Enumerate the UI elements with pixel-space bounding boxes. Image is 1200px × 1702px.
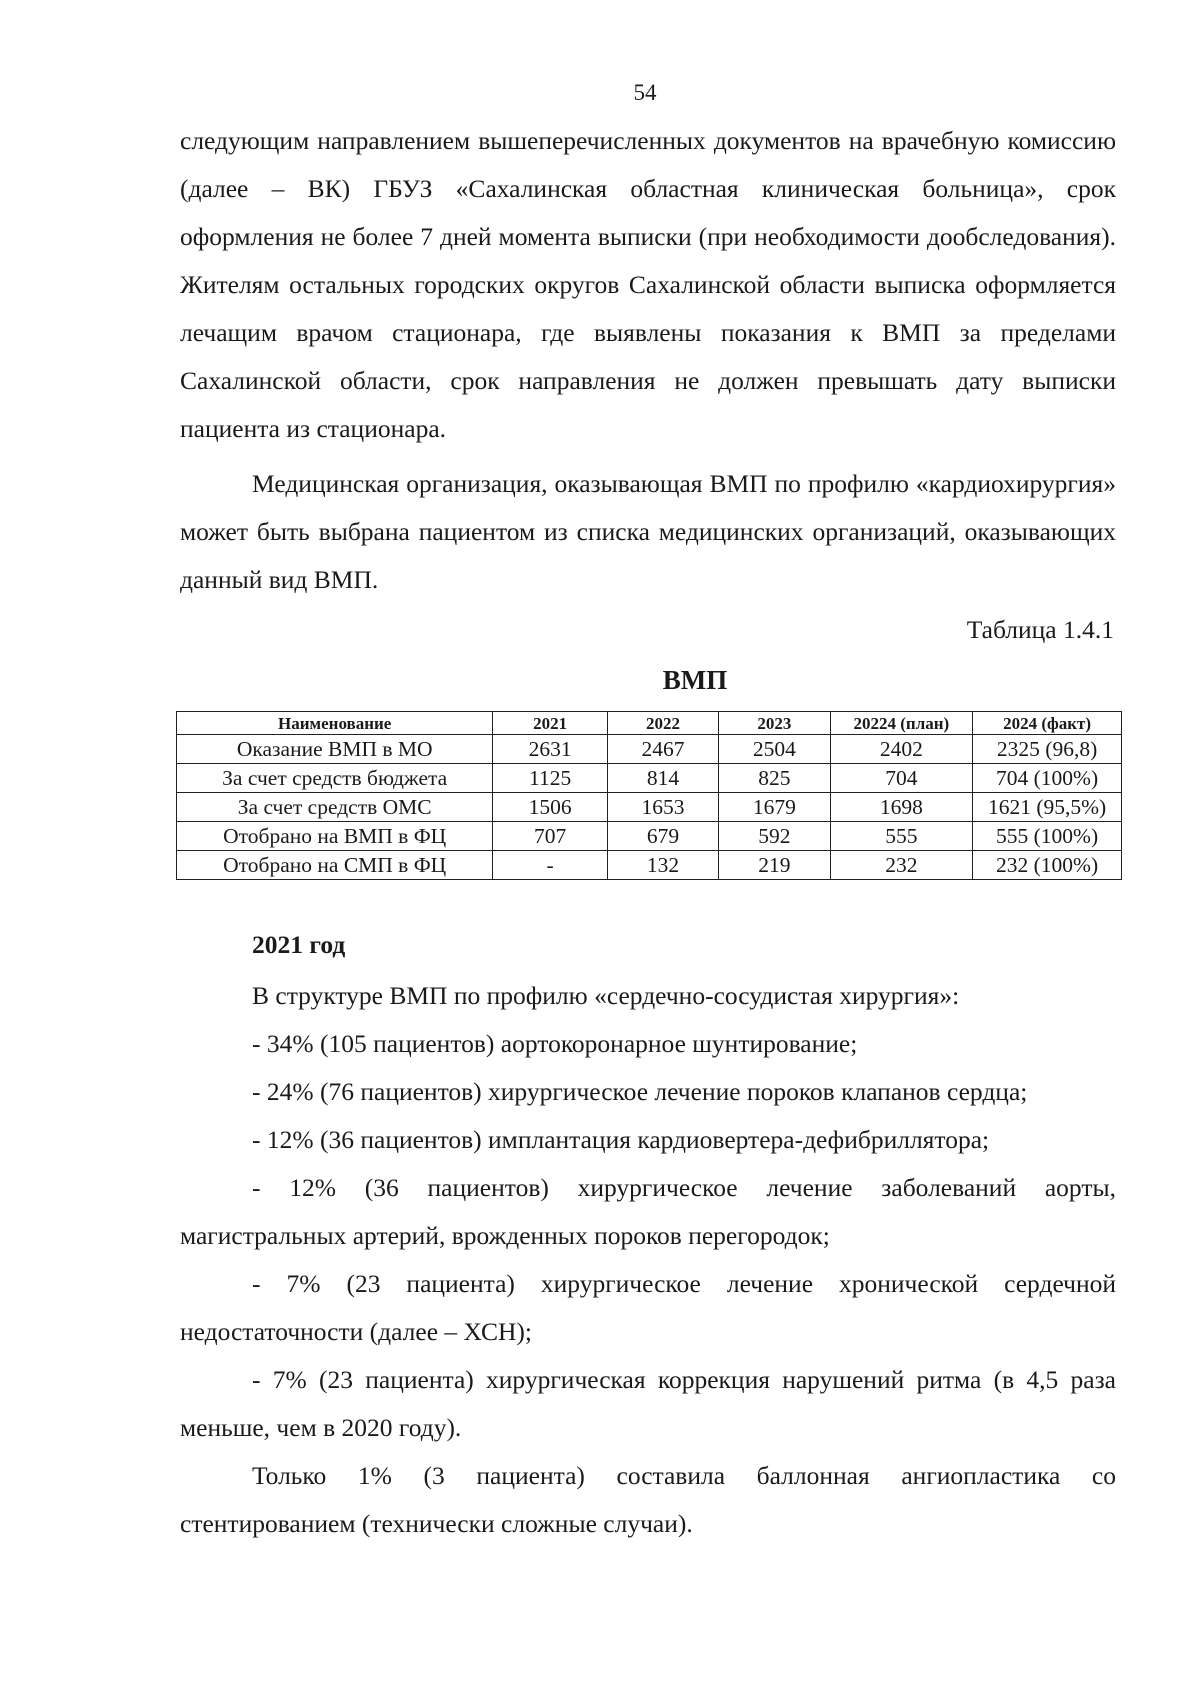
table-cell: 2402 [830,735,973,764]
table-cell: 2325 (96,8) [973,735,1122,764]
list-item: - 24% (76 пациентов) хирургическое лечение пороков клапанов сердца; [252,1077,1028,1106]
list-item: - 12% (36 пациентов) имплантация кардиовертера-дефибриллятора; [252,1125,990,1154]
table-cell: 2504 [719,735,830,764]
section-body [180,972,1116,1548]
body-paragraph-2: Медицинская организация, оказывающая ВМП по профилю «кардиохирургия» может быть выбрана пациентом из списка медицинских организаций, оказывающих данный вид ВМП. [180,469,1116,594]
table-cell: 555 [830,822,973,851]
table-cell: 555 (100%) [973,822,1122,851]
header-2021: 2021 [493,712,607,735]
table-cell: 707 [493,822,607,851]
list-item: - 7% (23 пациента) хирургическая коррекция нарушений ритма (в 4,5 раза меньше, чем в 2020 году). [180,1365,1116,1442]
table-cell: 1506 [493,793,607,822]
table-cell: 704 [830,764,973,793]
table-row [177,793,1122,822]
section-heading: 2021 год [252,930,346,959]
table-row [177,851,1122,880]
table-cell: 232 (100%) [973,851,1122,880]
body-paragraph-1: следующим направлением вышеперечисленных документов на врачебную комиссию (далее – ВК) ГБУЗ «Сахалинская областная клиническая больница», срок оформления не более 7 дней момента выписки (при необходимости дообследования). Жителям остальных городских округов Сахалинской области выписка оформляется лечащим врачом стационара, где выявлены показания к ВМП за пределами Сахалинской области, срок направления не должен превышать дату выписки пациента из стационара. [180,126,1116,443]
table-row [177,822,1122,851]
table-header-row [177,712,1122,735]
table-cell: За счет средств бюджета [177,764,493,793]
table-cell: 704 (100%) [973,764,1122,793]
page-number: 54 [633,80,657,105]
header-2022: 2022 [607,712,718,735]
header-name: Наименование [177,712,493,735]
table-cell: 679 [607,822,718,851]
table-cell: 1698 [830,793,973,822]
table-row [177,764,1122,793]
table-cell: 219 [719,851,830,880]
section-closing: Только 1% (3 пациента) составила баллонная ангиопластика со стентированием (технически сложные случаи). [180,1461,1116,1538]
table-cell: Отобрано на СМП в ФЦ [177,851,493,880]
list-item: - 7% (23 пациента) хирургическое лечение хронической сердечной недостаточности (далее – ХСН); [180,1269,1116,1346]
table-cell: Отобрано на ВМП в ФЦ [177,822,493,851]
table-cell: 232 [830,851,973,880]
table-cell: 2467 [607,735,718,764]
table-cell: 1653 [607,793,718,822]
table-cell: 2631 [493,735,607,764]
table-title: ВМП [662,665,728,695]
table-cell: За счет средств ОМС [177,793,493,822]
table-cell: 592 [719,822,830,851]
table-cell: 1125 [493,764,607,793]
table-cell: Оказание ВМП в МО [177,735,493,764]
header-2024-fact: 2024 (факт) [973,712,1122,735]
table-row [177,735,1122,764]
header-2024-plan: 20224 (план) [830,712,973,735]
table-cell: 825 [719,764,830,793]
table-cell: 132 [607,851,718,880]
table-cell: 1621 (95,5%) [973,793,1122,822]
table-caption: Таблица 1.4.1 [966,615,1114,644]
list-item: - 34% (105 пациентов) аортокоронарное шунтирование; [252,1029,858,1058]
vmp-table [176,711,1122,880]
header-2023: 2023 [719,712,830,735]
section-intro: В структуре ВМП по профилю «сердечно-сосудистая хирургия»: [252,981,960,1010]
list-item: - 12% (36 пациентов) хирургическое лечение заболеваний аорты, магистральных артерий, врожденных пороков перегородок; [180,1173,1116,1250]
table-cell: - [493,851,607,880]
table-cell: 1679 [719,793,830,822]
table-cell: 814 [607,764,718,793]
